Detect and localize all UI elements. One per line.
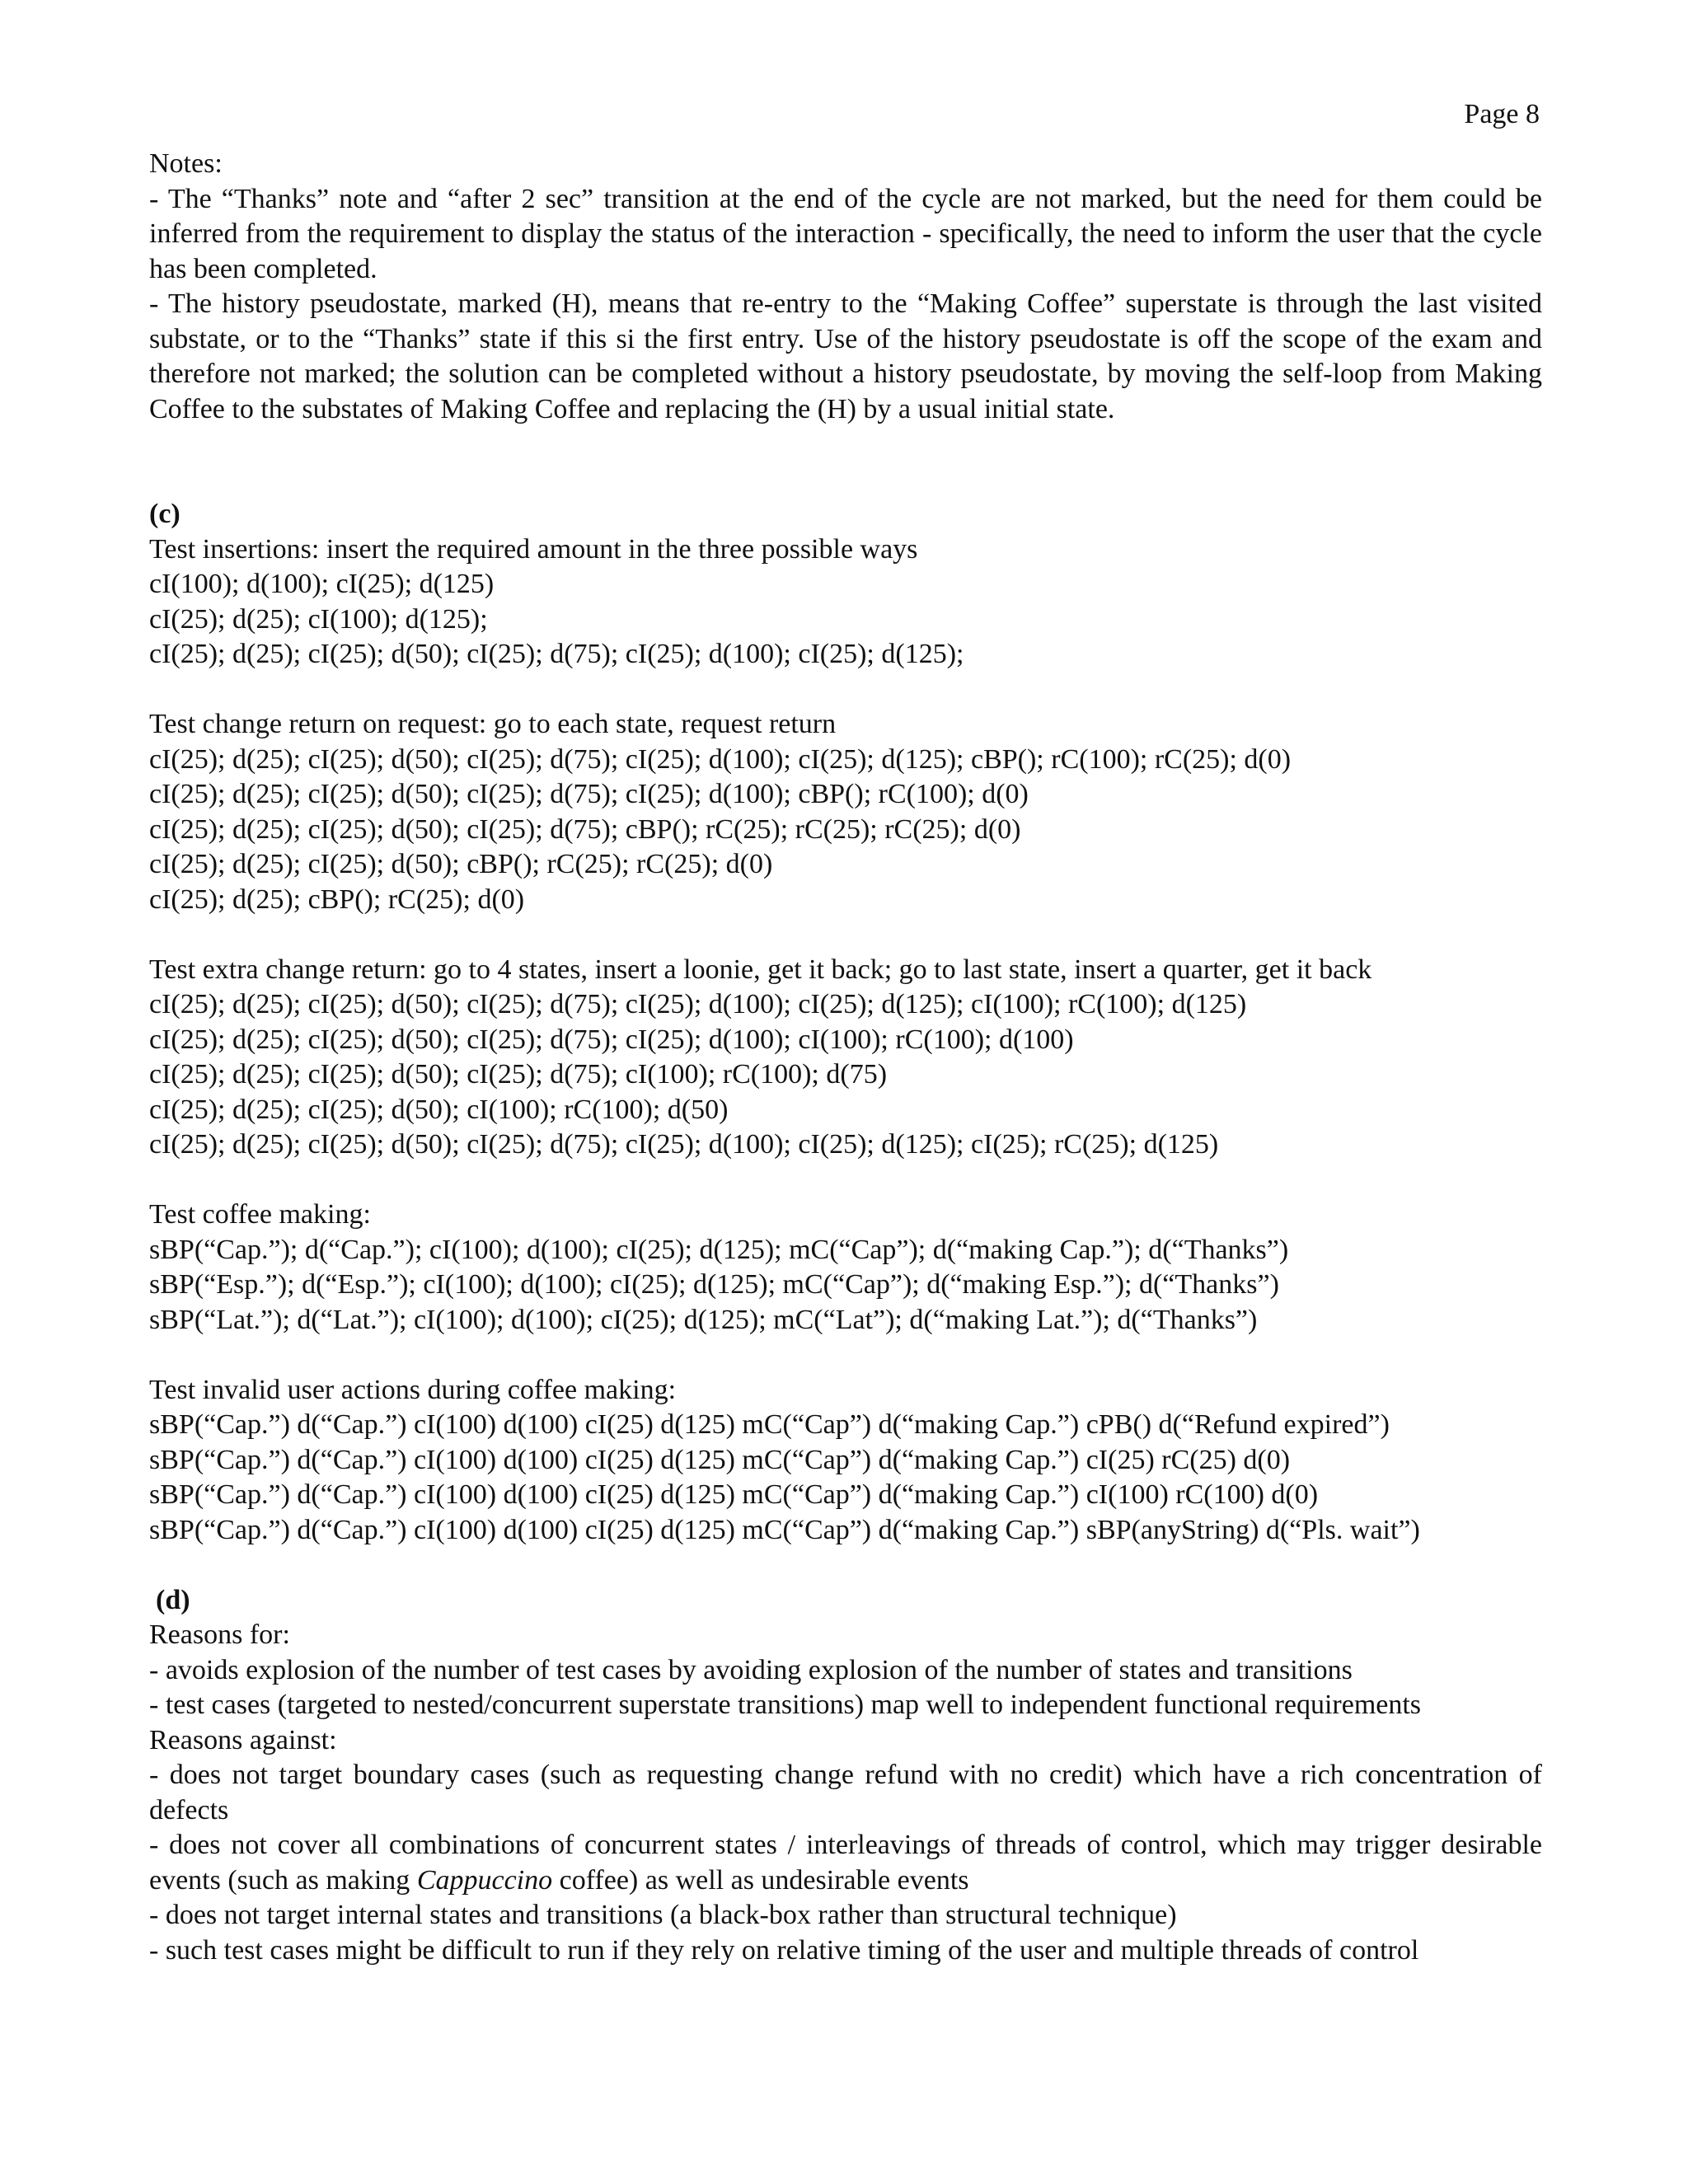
section-c-heading: (c)	[149, 499, 181, 529]
test-case-line: cI(25); d(25); cI(25); d(50); cI(25); d(75); cI(25); d(100); cI(25); d(125); cI(100); rC(100); d(125)	[149, 989, 1247, 1019]
notes-paragraph: - The history pseudostate, marked (H), means that re-entry to the “Making Coffee” superstate is through the last visited substate, or to the “Thanks” state if this si the first entry. Use of the history pseudostate is off the scope of the exam and therefore not marked; the solution can be completed without a history pseudostate, by moving the self-loop from Making Coffee to the substates of Making Coffee and replacing the (H) by a usual initial state.	[149, 288, 1542, 424]
test-group-title: Test change return on request: go to each state, request return	[149, 709, 837, 739]
test-group-title: Test extra change return: go to 4 states, insert a loonie, get it back; go to last state, insert a quarter, get it back	[149, 954, 1372, 985]
test-group-invalid-actions	[149, 1373, 1542, 1549]
test-case-line: cI(25); d(25); cBP(); rC(25); d(0)	[149, 883, 525, 915]
test-case-line: cI(25); d(25); cI(25); d(50); cI(25); d(75); cI(100); rC(100); d(75)	[149, 1059, 888, 1090]
test-case-line: sBP(“Lat.”); d(“Lat.”); cI(100); d(100); cI(25); d(125); mC(“Lat”); d(“making Lat.”); d(“Thanks”)	[149, 1304, 1258, 1335]
reason-item: - avoids explosion of the number of test cases by avoiding explosion of the number of states and transitions	[149, 1654, 1353, 1685]
test-group-change-return	[149, 707, 1542, 917]
test-case-line: sBP(“Cap.”) d(“Cap.”) cI(100) d(100) cI(25) d(125) mC(“Cap”) d(“making Cap.”) cPB() d(“Refund expired”)	[149, 1409, 1390, 1440]
test-group-extra-change	[149, 953, 1542, 1163]
test-case-line: cI(25); d(25); cI(25); d(50); cI(25); d(75); cI(25); d(100); cI(25); d(125); cBP(); rC(100); rC(25); d(0)	[149, 743, 1292, 775]
test-case-line: cI(25); d(25); cI(25); d(50); cI(25); d(75); cI(25); d(100); cBP(); rC(100); d(0)	[149, 779, 1029, 809]
notes-title: Notes:	[149, 148, 223, 179]
test-group-coffee-making	[149, 1197, 1542, 1338]
reason-item: - such test cases might be difficult to run if they rely on relative timing of the user and multiple threads of control	[149, 1934, 1419, 1966]
test-case-line: sBP(“Cap.”) d(“Cap.”) cI(100) d(100) cI(25) d(125) mC(“Cap”) d(“making Cap.”) sBP(anyString) d(“Pls. wait”)	[149, 1514, 1420, 1545]
test-case-line: cI(100); d(100); cI(25); d(125)	[149, 569, 495, 599]
test-case-line: cI(25); d(25); cI(25); d(50); cI(25); d(75); cI(25); d(100); cI(25); d(125);	[149, 639, 964, 669]
page-content	[149, 147, 1542, 1968]
test-case-line: cI(25); d(25); cI(100); d(125);	[149, 603, 488, 635]
reason-item	[149, 1828, 1542, 1898]
test-group-insertions	[149, 532, 1542, 673]
page-number: Page 8	[1464, 99, 1540, 129]
reason-item: - test cases (targeted to nested/concurrent superstate transitions) map well to independent functional requirements	[149, 1690, 1422, 1720]
notes-section	[149, 147, 1542, 427]
test-case-line: sBP(“Esp.”); d(“Esp.”); cI(100); d(100); cI(25); d(125); mC(“Cap”); d(“making Esp.”); d(“Thanks”)	[149, 1269, 1279, 1300]
test-group-title: Test invalid user actions during coffee making:	[149, 1374, 677, 1405]
test-case-line: sBP(“Cap.”) d(“Cap.”) cI(100) d(100) cI(25) d(125) mC(“Cap”) d(“making Cap.”) cI(100) rC(100) d(0)	[149, 1479, 1319, 1510]
test-case-line: cI(25); d(25); cI(25); d(50); cI(25); d(75); cBP(); rC(25); rC(25); rC(25); d(0)	[149, 813, 1021, 845]
reason-emphasis: Cappuccino	[416, 1864, 553, 1896]
reason-item: - does not target internal states and transitions (a black-box rather than structural technique)	[149, 1900, 1177, 1930]
section-d-heading: (d)	[156, 1584, 190, 1615]
reasons-against-title: Reasons against:	[149, 1724, 337, 1755]
reason-text: coffee) as well as undesirable events	[559, 1864, 969, 1896]
test-case-line: cI(25); d(25); cI(25); d(50); cI(25); d(75); cI(25); d(100); cI(100); rC(100); d(100)	[149, 1024, 1074, 1055]
test-group-title: Test insertions: insert the required amount in the three possible ways	[149, 533, 918, 565]
section-c	[149, 497, 1542, 1548]
test-case-line: cI(25); d(25); cI(25); d(50); cI(100); rC(100); d(50)	[149, 1094, 729, 1125]
section-d	[149, 1583, 1542, 1969]
reason-item: - does not target boundary cases (such as requesting change refund with no credit) which have a rich concentration of defects	[149, 1760, 1542, 1825]
reasons-for-title: Reasons for:	[149, 1619, 290, 1650]
test-case-line: sBP(“Cap.”); d(“Cap.”); cI(100); d(100); cI(25); d(125); mC(“Cap”); d(“making Cap.”); d(“Thanks”)	[149, 1234, 1289, 1265]
test-case-line: cI(25); d(25); cI(25); d(50); cBP(); rC(25); rC(25); d(0)	[149, 849, 773, 879]
notes-paragraph: - The “Thanks” note and “after 2 sec” transition at the end of the cycle are not marked, but the need for them could be inferred from the requirement to display the status of the interaction - specifically, the need to inform the user that the cycle has been completed.	[149, 183, 1542, 284]
test-case-line: sBP(“Cap.”) d(“Cap.”) cI(100) d(100) cI(25) d(125) mC(“Cap”) d(“making Cap.”) cI(25) rC(25) d(0)	[149, 1444, 1291, 1475]
test-case-line: cI(25); d(25); cI(25); d(50); cI(25); d(75); cI(25); d(100); cI(25); d(125); cI(25); rC(25); d(125)	[149, 1129, 1219, 1160]
test-group-title: Test coffee making:	[149, 1199, 371, 1230]
reason-text: - does not cover all combinations of concurrent states / interleavings of threads of control, which may trigger desirable events (such as making	[149, 1830, 1542, 1896]
